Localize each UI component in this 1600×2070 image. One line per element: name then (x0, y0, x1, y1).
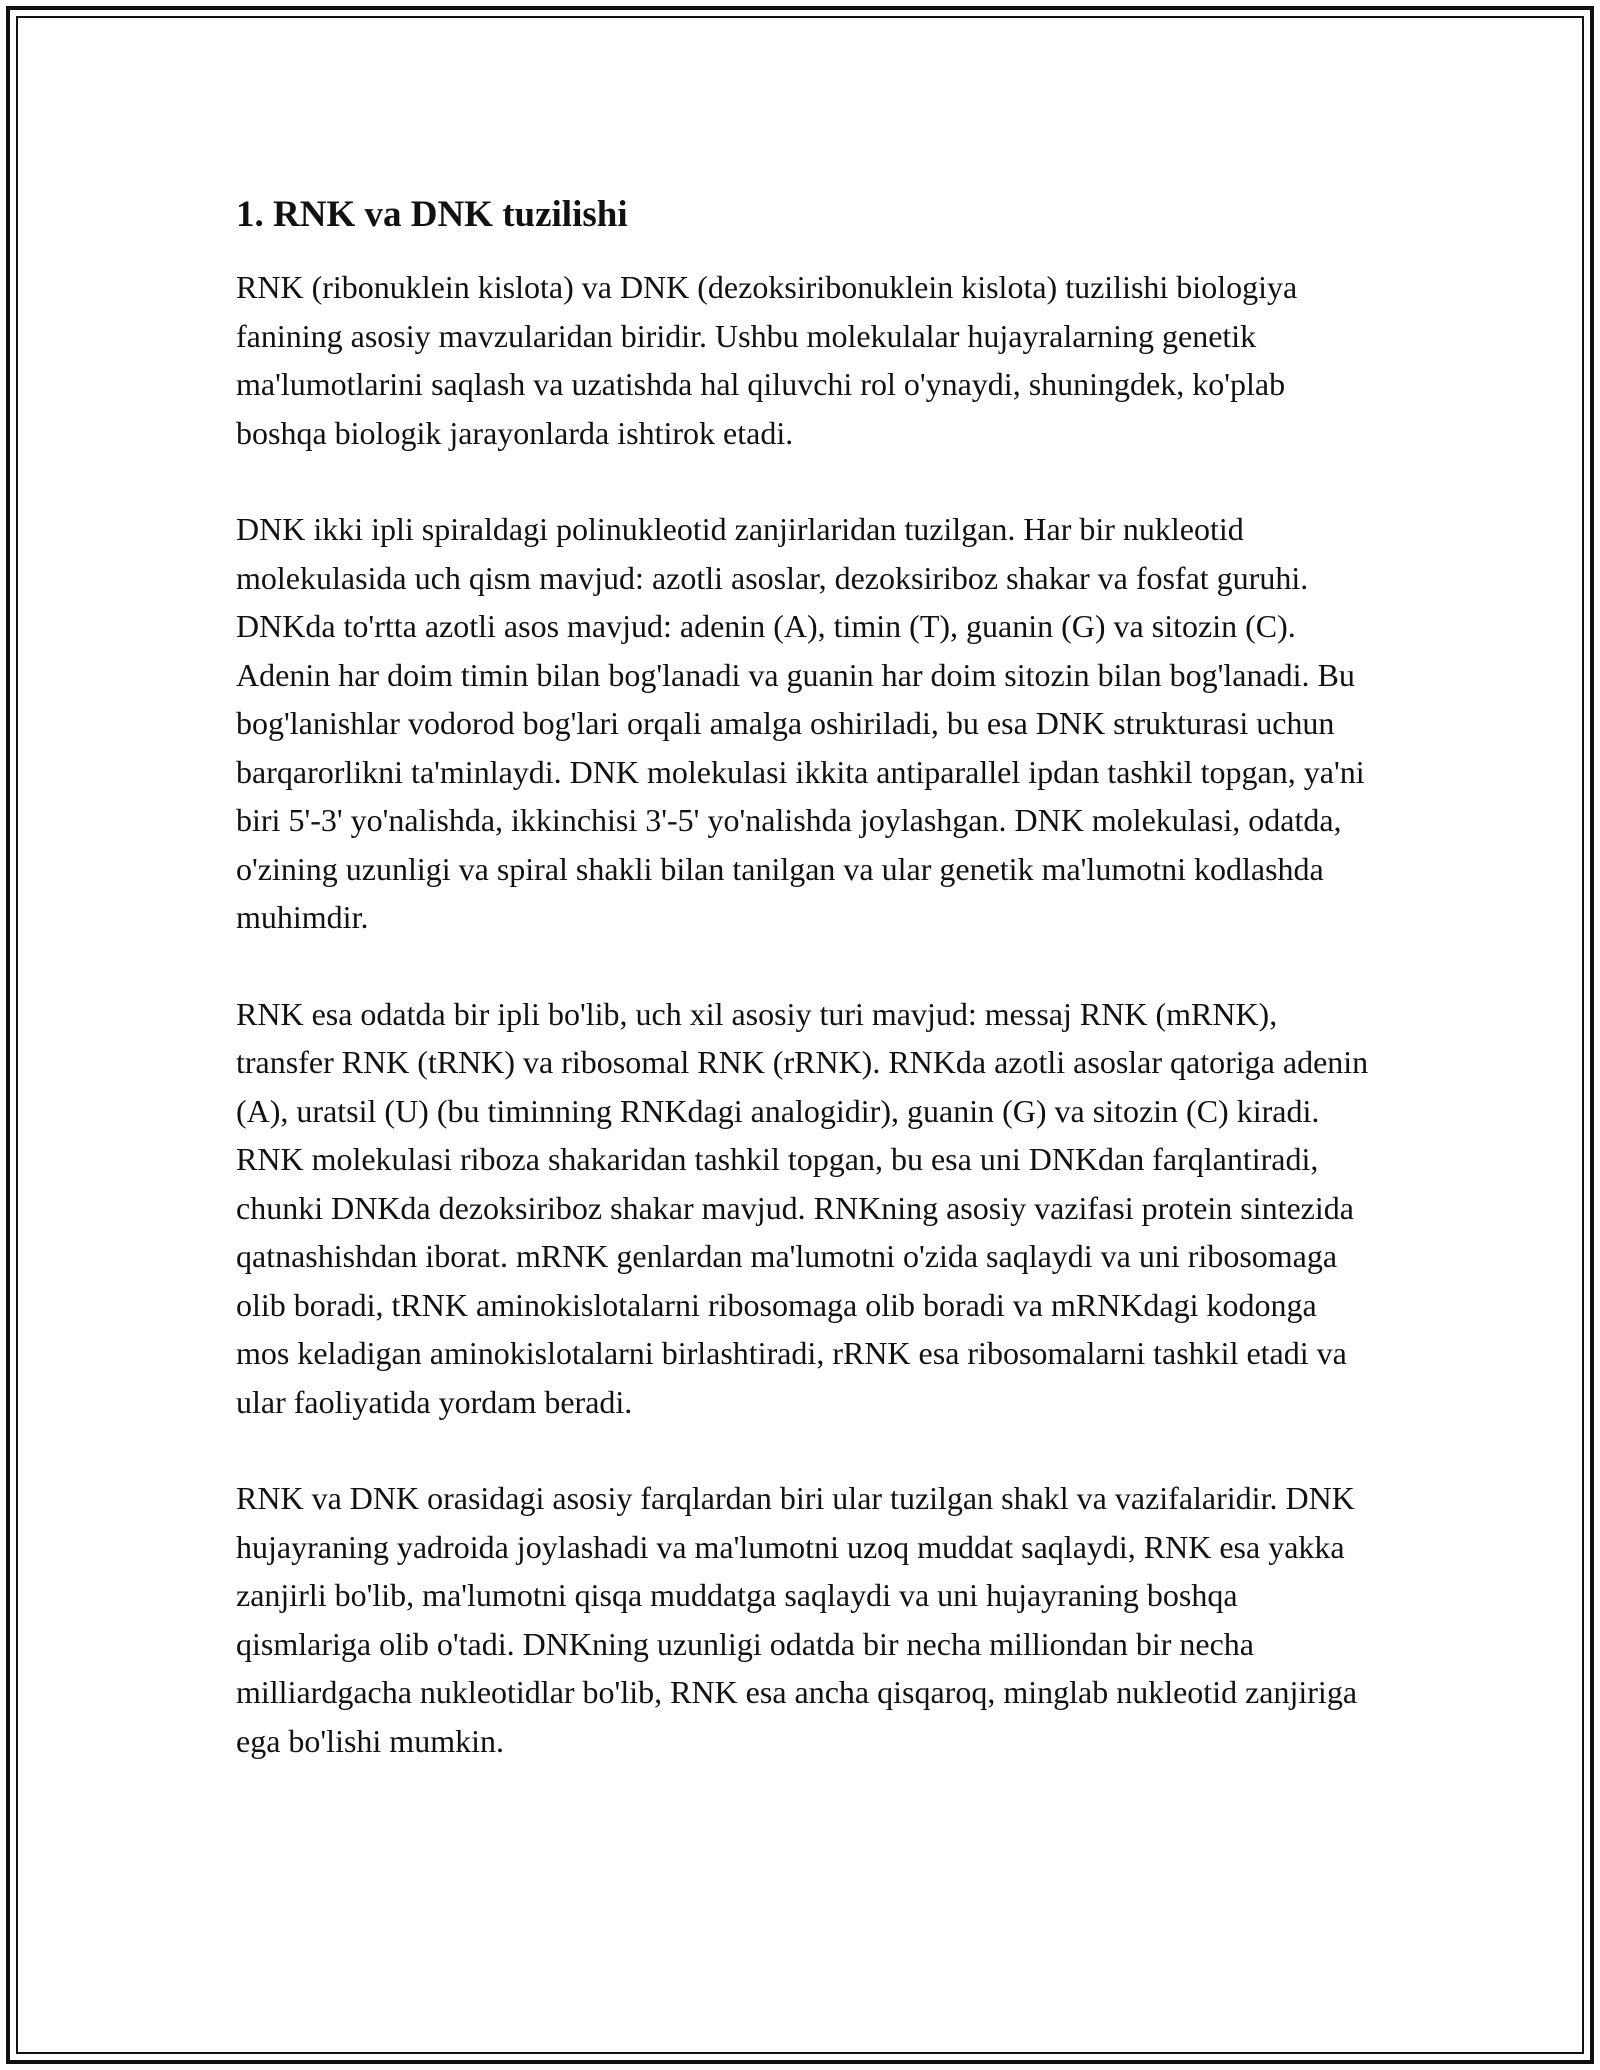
paragraph-dna-structure: DNK ikki ipli spiraldagi polinukleotid zanjirlaridan tuzilgan. Har bir nukleotid molekulasida uch qism mavjud: azotli asoslar, dezoksiriboz shakar va fosfat guruhi. DNKda to'rtta azotli asos mavjud: adenin (A), timin (T), guanin (G) va sitozin (C). Adenin har doim timin bilan bog'lanadi va guanin har doim sitozin bilan bog'lanadi. Bu bog'lanishlar vodorod bog'lari orqali amalga oshiriladi, bu esa DNK strukturasi uchun barqarorlikni ta'minlaydi. DNK molekulasi ikkita antiparallel ipdan tashkil topgan, ya'ni biri 5'-3' yo'nalishda, ikkinchisi 3'-5' yo'nalishda joylashgan. DNK molekulasi, odatda, o'zining uzunligi va spiral shakli bilan tanilgan va ular genetik ma'lumotni kodlashda muhimdir. (236, 511, 1365, 935)
paragraph-intro: RNK (ribonuklein kislota) va DNK (dezoksiribonuklein kislota) tuzilishi biologiya fanining asosiy mavzularidan biridir. Ushbu molekulalar hujayralarning genetik ma'lumotlarini saqlash va uzatishda hal qiluvchi rol o'ynaydi, shuningdek, ko'plab boshqa biologik jarayonlarda ishtirok etadi. (236, 269, 1298, 451)
paragraph-differences: RNK va DNK orasidagi asosiy farqlardan biri ular tuzilgan shakl va vazifalaridir. DNK hujayraning yadroida joylashadi va ma'lumotni uzoq muddat saqlaydi, RNK esa yakka zanjirli bo'lib, ma'lumotni qisqa muddatga saqlaydi va uni hujayraning boshqa qismlariga olib o'tadi. DNKning uzunligi odatda bir necha milliondan bir necha milliardgacha nukleotidlar bo'lib, RNK esa ancha qisqaroq, minglab nukleotid zanjiriga ega bo'lishi mumkin. (236, 1480, 1358, 1759)
paragraph-rna-structure: RNK esa odatda bir ipli bo'lib, uch xil asosiy turi mavjud: messaj RNK (mRNK), transfer RNK (tRNK) va ribosomal RNK (rRNK). RNKda azotli asoslar qatoriga adenin (A), uratsil (U) (bu timinning RNKdagi analogidir), guanin (G) va sitozin (C) kiradi. RNK molekulasi riboza shakaridan tashkil topgan, bu esa uni DNKdan farqlantiradi, chunki DNKda dezoksiriboz shakar mavjud. RNKning asosiy vazifasi protein sintezida qatnashishdan iborat. mRNK genlardan ma'lumotni o'zida saqlaydi va uni ribosomaga olib boradi, tRNK aminokislotalarni ribosomaga olib boradi va mRNKdagi kodonga mos keladigan aminokislotalarni birlashtiradi, rRNK esa ribosomalarni tashkil etadi va ular faoliyatida yordam beradi. (236, 995, 1369, 1420)
document-body (236, 185, 1376, 1765)
section-heading: 1. RNK va DNK tuzilishi (236, 194, 628, 235)
